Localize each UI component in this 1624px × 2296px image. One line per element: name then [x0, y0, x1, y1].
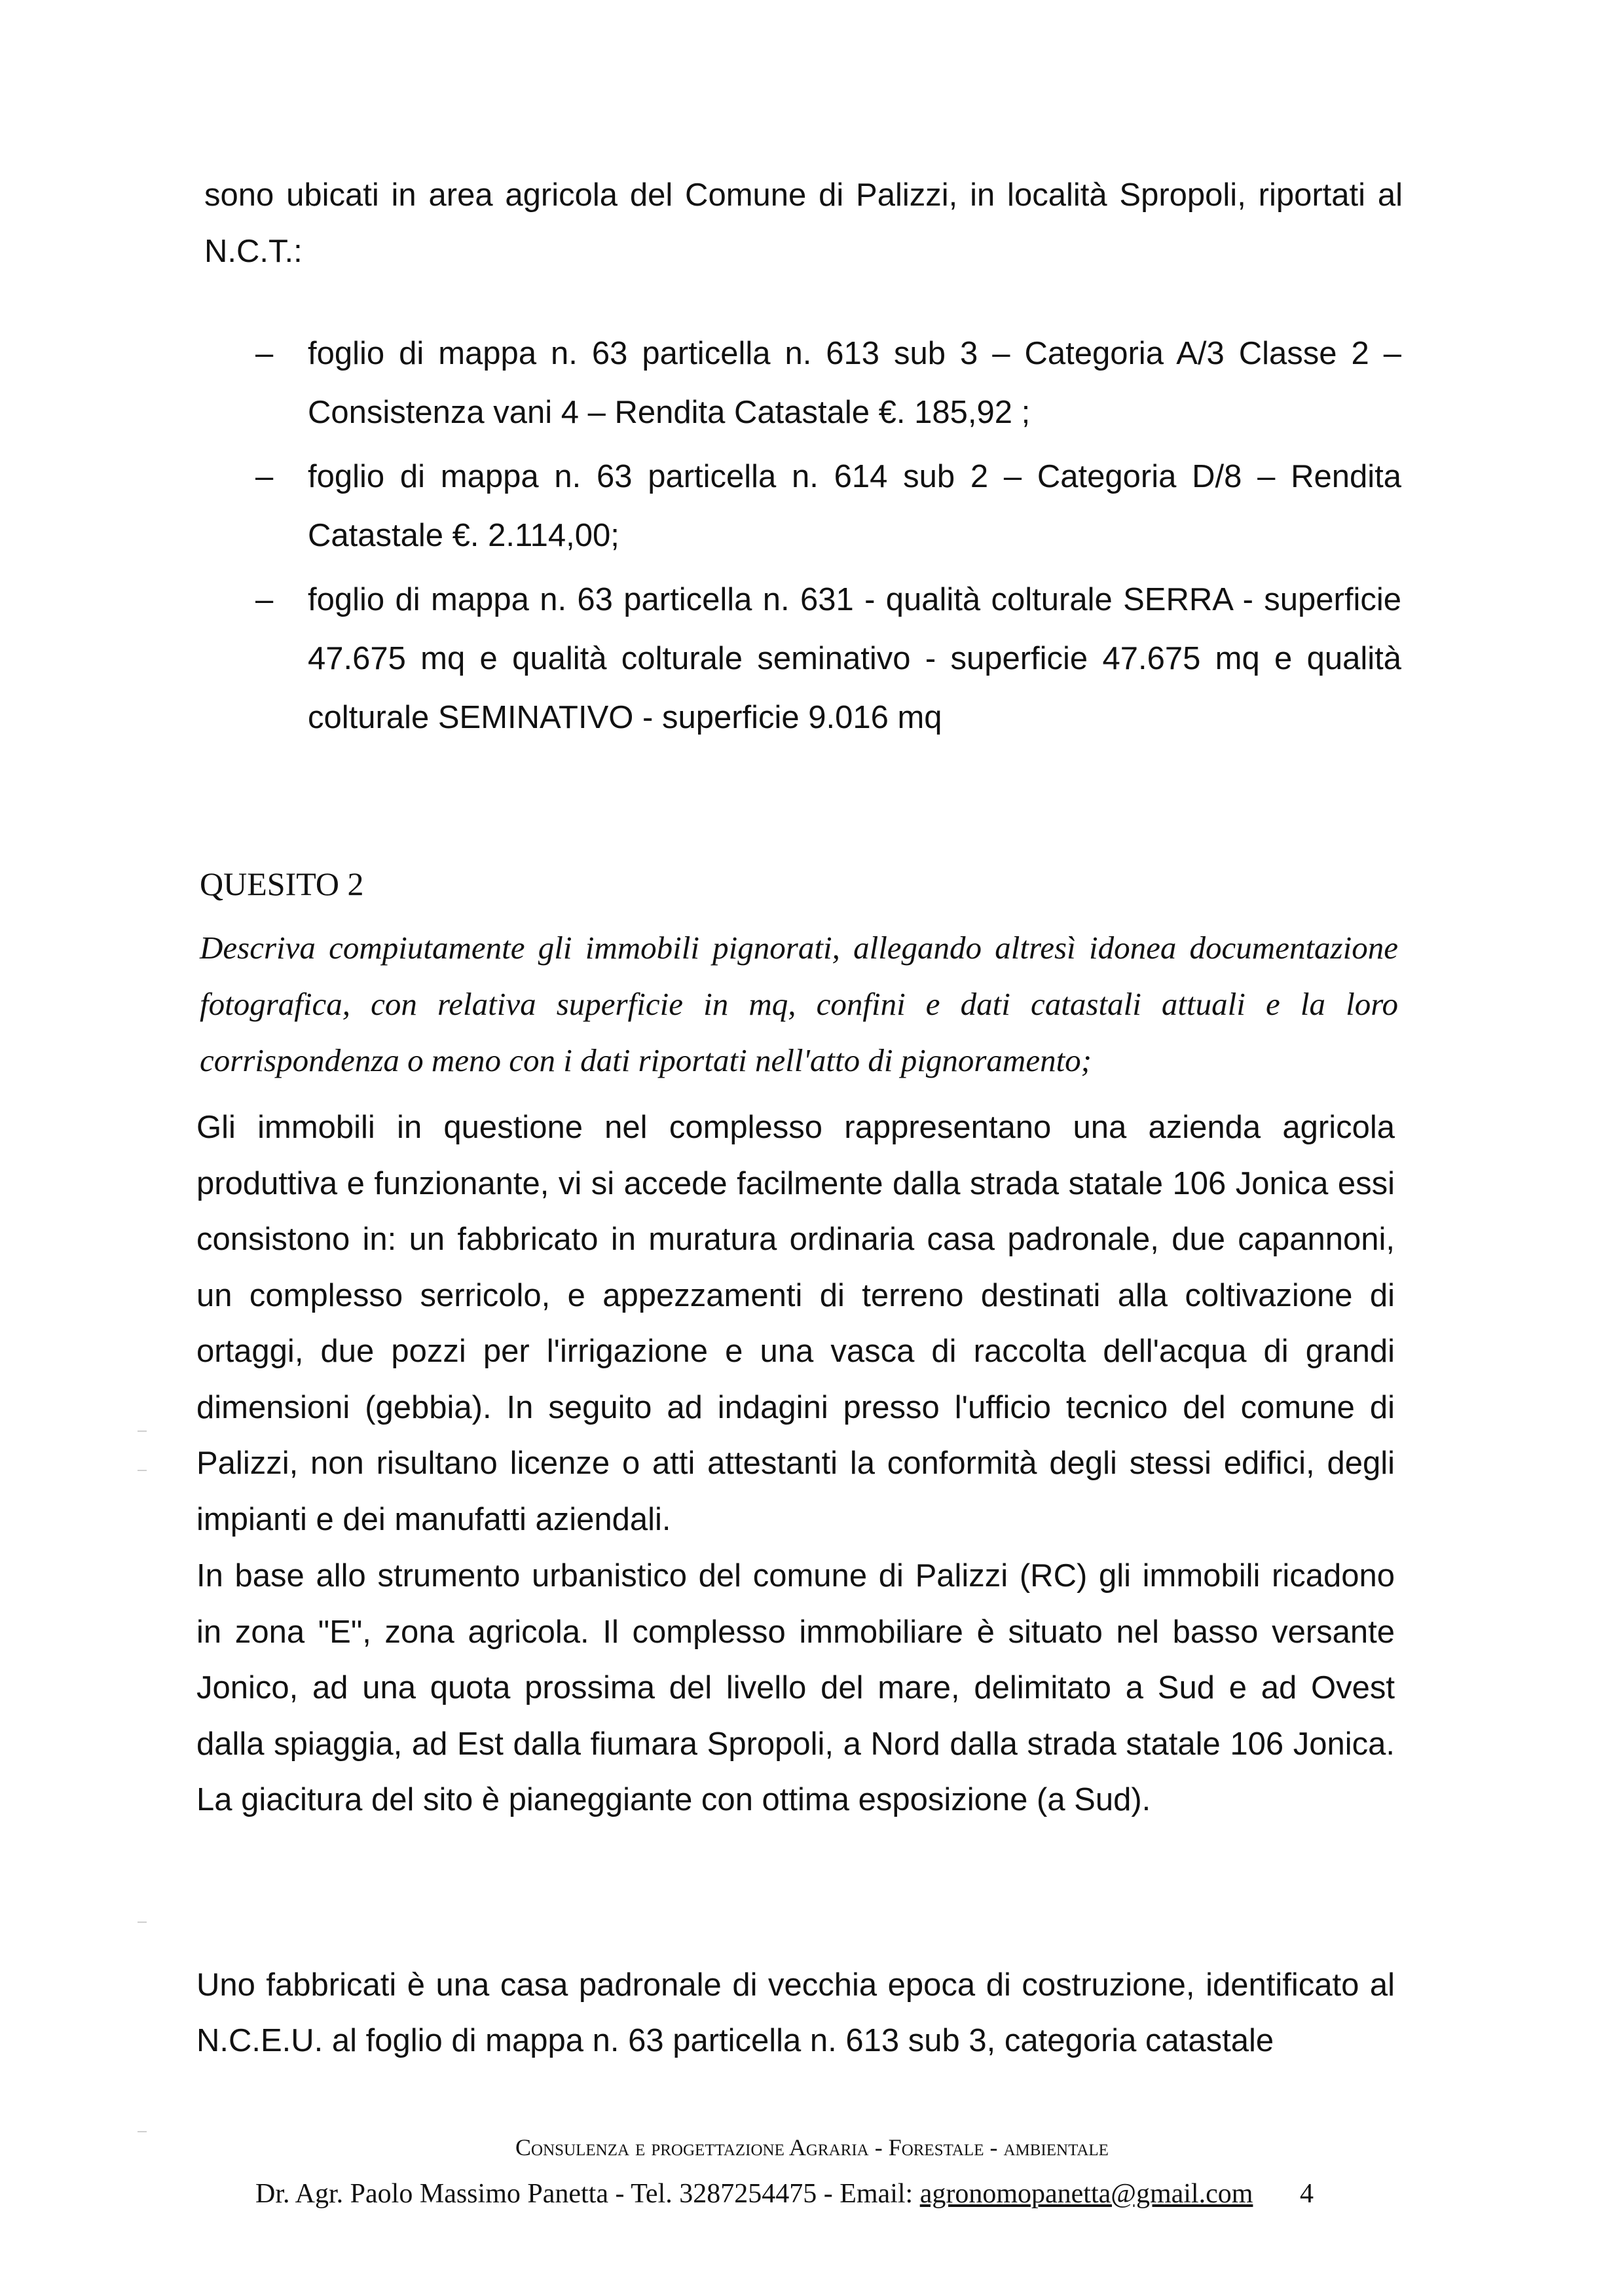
footer-contact — [255, 2178, 1253, 2210]
scan-artifact — [138, 2131, 147, 2132]
scan-artifact — [138, 1470, 147, 1471]
list-item-text: foglio di mappa n. 63 particella n. 631 - qualità colturale SERRA - superficie 47.675 mq e qualità colturale seminativo - superficie 47.675 mq e qualità colturale SEMINATIVO - superficie 9.016 mq — [308, 582, 1401, 735]
email-link[interactable]: agronomopanetta@gmail.com — [919, 2179, 1253, 2209]
section-heading: QUESITO 2 — [200, 866, 364, 902]
scan-artifact — [138, 1430, 147, 1432]
cadastral-list — [255, 324, 1401, 752]
footer-tagline: Consulenza e progettazione Agraria - Forestale - ambientale — [515, 2134, 1109, 2160]
list-item — [255, 447, 1401, 565]
list-item — [255, 570, 1401, 747]
list-dash: – — [255, 459, 274, 494]
footer-contact-text: Dr. Agr. Paolo Massimo Panetta - Tel. 3287254475 - Email: — [255, 2179, 920, 2209]
list-item — [255, 324, 1401, 442]
page-number: 4 — [1300, 2179, 1314, 2209]
question-text: Descriva compiutamente gli immobili pignorati, allegando altresì idonea documentazione fotografica, con relativa superficie in mq, confini e dati catastali attuali e la loro corrispondenza o meno con i dati riportati nell'atto di pignoramento; — [200, 930, 1398, 1078]
list-item-text: foglio di mappa n. 63 particella n. 614 sub 2 – Categoria D/8 – Rendita Catastale €. 2.114,00; — [308, 459, 1401, 553]
list-dash: – — [255, 582, 274, 617]
building-paragraph: Uno fabbricati è una casa padronale di vecchia epoca di costruzione, identificato al N.C.E.U. al foglio di mappa n. 63 particella n. 613 sub 3, categoria catastale — [196, 1967, 1395, 2058]
intro-paragraph: sono ubicati in area agricola del Comune di Palizzi, in località Spropoli, riportati al N.C.T.: — [204, 177, 1403, 269]
scan-artifact — [138, 1922, 147, 1923]
zoning-paragraph: In base allo strumento urbanistico del comune di Palizzi (RC) gli immobili ricadono in zona "E", zona agricola. Il complesso immobiliare è situato nel basso versante Jonico, ad una quota prossima del livello del mare, delimitato a Sud e ad Ovest dalla spiaggia, ad Est dalla fiumara Spropoli, a Nord dalla strada statale 106 Jonica. La giacitura del sito è pianeggiante con ottima esposizione (a Sud). — [196, 1558, 1395, 1817]
description-paragraph: Gli immobili in questione nel complesso rappresentano una azienda agricola produttiva e funzionante, vi si accede facilmente dalla strada statale 106 Jonica essi consistono in: un fabbricato in muratura ordinaria casa padronale, due capannoni, un complesso serricolo, e appezzamenti di terreno destinati alla coltivazione di ortaggi, due pozzi per l'irrigazione e una vasca di raccolta dell'acqua di grandi dimensioni (gebbia). In seguito ad indagini presso l'ufficio tecnico del comune di Palizzi, non risultano licenze o atti attestanti la conformità degli stessi edifici, degli impianti e dei manufatti aziendali. — [196, 1110, 1395, 1537]
list-item-text: foglio di mappa n. 63 particella n. 613 sub 3 – Categoria A/3 Classe 2 – Consistenza vani 4 – Rendita Catastale €. 185,92 ; — [308, 336, 1401, 430]
list-dash: – — [255, 336, 274, 371]
